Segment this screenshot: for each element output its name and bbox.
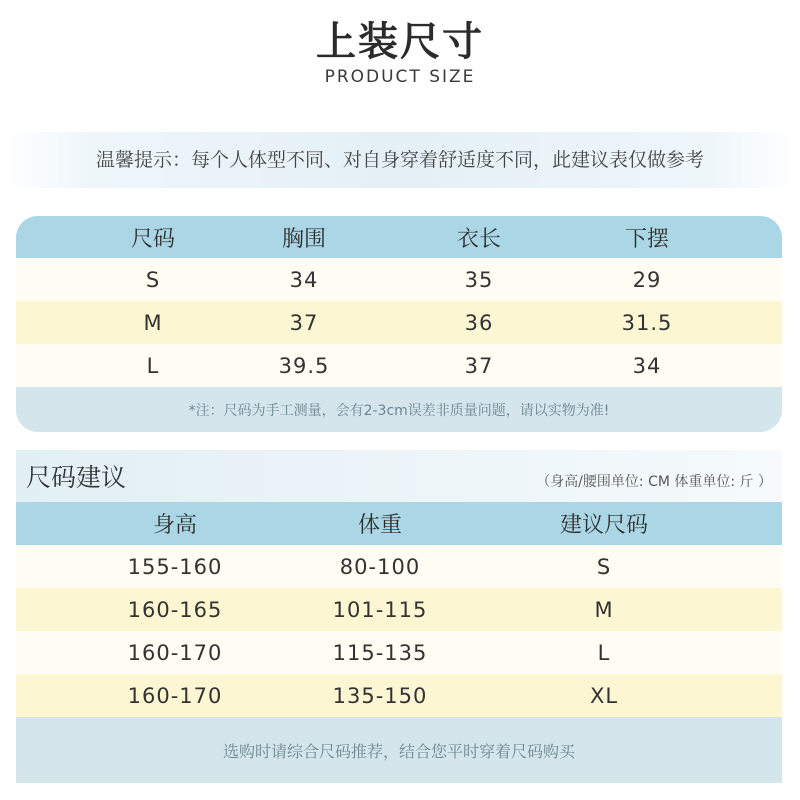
table-cell: 36 xyxy=(464,310,494,335)
table-cell: 34 xyxy=(289,267,319,292)
notice-text: 温馨提示：每个人体型不同、对自身穿着舒适度不同，此建议表仅做参考 xyxy=(95,149,704,171)
table-cell: 29 xyxy=(632,267,662,292)
recommend-title: 尺码建议 xyxy=(26,463,127,492)
recommend-table-footer xyxy=(16,717,782,783)
table-cell: 115-135 xyxy=(332,640,428,665)
table-cell: 35 xyxy=(464,267,494,292)
column-header-height: 身高 xyxy=(152,513,197,538)
table-row xyxy=(16,344,782,387)
table-cell: M xyxy=(143,310,163,335)
table-row xyxy=(16,631,782,674)
table-cell: 160-165 xyxy=(127,597,223,622)
size-table-header xyxy=(16,216,782,258)
page-subtitle: PRODUCT SIZE xyxy=(324,67,476,87)
table-cell: 135-150 xyxy=(332,683,428,708)
table-cell: 160-170 xyxy=(127,683,223,708)
size-table xyxy=(16,216,782,432)
table-row xyxy=(16,674,782,717)
column-header-length: 衣长 xyxy=(456,226,501,252)
table-cell: 37 xyxy=(464,353,494,378)
table-row xyxy=(16,588,782,631)
table-cell: 160-170 xyxy=(127,640,223,665)
table-row xyxy=(16,258,782,301)
table-cell: 39.5 xyxy=(278,353,330,378)
table-cell: L xyxy=(597,640,611,665)
table-row xyxy=(16,545,782,588)
table-cell: 31.5 xyxy=(621,310,673,335)
units-note: （身高/腰围单位: CM 体重单位: 斤 ） xyxy=(536,474,772,490)
table-cell: L xyxy=(146,353,160,378)
measurement-footnote: *注：尺码为手工测量，会有2-3cm误差非质量问题，请以实物为准! xyxy=(188,402,610,419)
page-title: 上装尺寸 xyxy=(316,19,484,65)
table-cell: 101-115 xyxy=(332,597,428,622)
purchase-footnote: 选购时请综合尺码推荐，结合您平时穿着尺码购买 xyxy=(222,741,575,761)
column-header-size: 尺码 xyxy=(130,226,175,252)
column-header-chest: 胸围 xyxy=(281,226,326,252)
table-cell: S xyxy=(145,267,161,292)
table-cell: S xyxy=(596,554,612,579)
table-cell: XL xyxy=(589,683,619,708)
recommend-table-header xyxy=(16,502,782,545)
table-cell: 155-160 xyxy=(127,554,223,579)
recommend-title-bar xyxy=(16,450,782,502)
table-row xyxy=(16,301,782,344)
column-header-weight: 体重 xyxy=(357,513,402,538)
column-header-hem: 下摆 xyxy=(624,226,669,252)
table-cell: M xyxy=(594,597,614,622)
table-cell: 37 xyxy=(289,310,319,335)
size-table-footer xyxy=(16,387,782,432)
column-header-recommended-size: 建议尺码 xyxy=(559,513,648,538)
table-cell: 80-100 xyxy=(339,554,421,579)
table-cell: 34 xyxy=(632,353,662,378)
